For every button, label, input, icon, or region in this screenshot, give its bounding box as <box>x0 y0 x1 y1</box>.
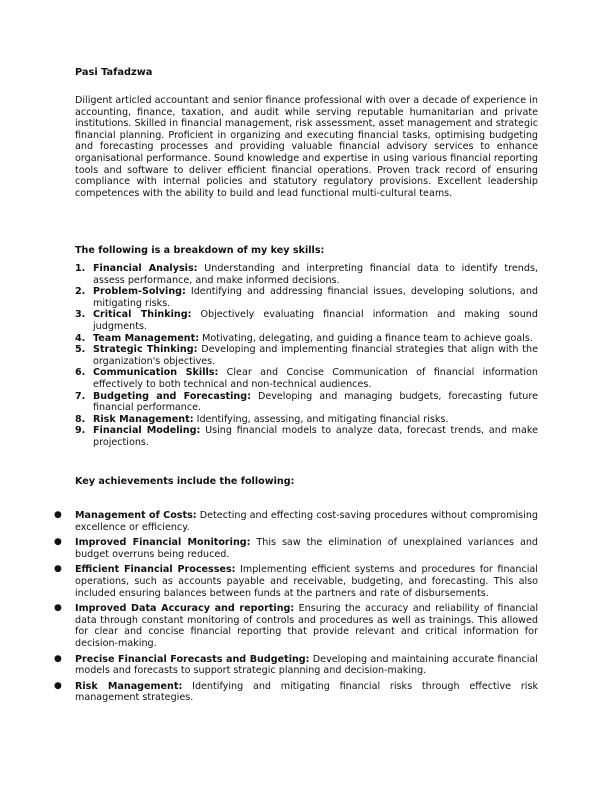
skills-list <box>75 263 538 449</box>
skill-number: 3. <box>75 309 86 321</box>
skill-body <box>93 425 538 448</box>
achievements-heading: Key achievements include the following: <box>75 476 295 487</box>
achievement-item <box>54 681 538 704</box>
skill-item <box>75 344 538 367</box>
achievement-body <box>75 603 538 649</box>
skill-item <box>75 425 538 448</box>
achievement-text: Ensuring the accuracy and reliability of financial data through constant monitoring of controls and procedures as well as trainings. This allowed for clear and concise financial reporting that provide relevant and critical information for decision-making. <box>75 603 538 649</box>
skill-item <box>75 333 538 345</box>
skills-heading: The following is a breakdown of my key skills: <box>75 245 325 256</box>
skill-item <box>75 286 538 309</box>
skill-number: 9. <box>75 425 86 437</box>
achievement-item <box>54 603 538 649</box>
skill-number: 6. <box>75 367 86 379</box>
skill-body <box>93 391 538 414</box>
achievement-title: Improved Financial Monitoring: <box>75 537 251 549</box>
achievement-body <box>75 537 538 560</box>
skill-item <box>75 263 538 286</box>
achievement-title: Management of Costs: <box>75 510 197 521</box>
skill-body <box>93 344 538 367</box>
achievement-text: Implementing efficient systems and procedures for financial operations, such as accounts payable and receivable, budgeting, and forecasting. This also included ensuring balances between funds at the partners and rate of disbursements. <box>75 564 538 599</box>
achievement-text: Identifying and mitigating financial risks through effective risk management strategies. <box>75 680 538 704</box>
skill-number: 1. <box>75 263 86 274</box>
bullet-icon: ● <box>54 680 62 691</box>
skill-title: Critical Thinking: <box>93 309 192 321</box>
skill-text: Using financial models to analyze data, forecast trends, and make projections. <box>93 425 538 448</box>
achievements-list <box>54 510 538 708</box>
achievement-item <box>54 654 538 677</box>
skill-title: Problem-Solving: <box>93 286 186 298</box>
skill-text: Developing and implementing financial strategies that align with the organization's objectives. <box>93 344 538 367</box>
bullet-icon: ● <box>54 510 62 520</box>
skill-text: Understanding and interpreting financial data to identify trends, assess performance, and make informed decisions. <box>93 263 538 286</box>
skill-title: Financial Analysis: <box>93 263 198 274</box>
achievement-body <box>75 681 538 704</box>
skill-text: Identifying and addressing financial issues, developing solutions, and mitigating risks. <box>93 286 538 309</box>
achievement-body <box>75 564 538 599</box>
skill-text: Clear and Concise Communication of financial information effectively to both technical and non-technical audiences. <box>93 367 538 390</box>
bullet-icon: ● <box>54 537 62 548</box>
skill-title: Budgeting and Forecasting: <box>93 390 251 402</box>
skill-body <box>93 333 538 345</box>
skill-number: 4. <box>75 332 86 344</box>
skill-body <box>93 414 538 426</box>
skill-number: 8. <box>75 413 86 425</box>
professional-summary: Diligent articled accountant and senior finance professional with over a decade of experience in accounting, finance, taxation, and audit while serving reputable humanitarian and private institutions. Skilled in financial management, risk assessment, asset management and strategic financial planning. Proficient in organizing and executing financial tasks, optimising budgeting and forecasting processes and providing valuable financial advisory services to enhance organisational performance. Sound knowledge and expertise in using various financial reporting tools and software to deliver efficient financial operations. Proven track record of ensuring compliance with internal policies and statutory regulatory provisions. Excellent leadership competences with the ability to build and lead functional multi-cultural teams. <box>75 95 538 199</box>
skill-text: Motivating, delegating, and guiding a finance team to achieve goals. <box>202 332 533 344</box>
achievement-title: Improved Data Accuracy and reporting: <box>75 603 295 615</box>
skill-number: 2. <box>75 286 86 298</box>
achievement-item <box>54 537 538 560</box>
achievement-text: This saw the elimination of unexplained variances and budget overruns being reduced. <box>75 537 539 560</box>
achievement-text: Developing and maintaining accurate financial models and forecasts to support strategic planning and decision-making. <box>75 653 538 677</box>
achievement-title: Efficient Financial Processes: <box>75 564 236 576</box>
author-name: Pasi Tafadzwa <box>75 67 153 78</box>
achievement-title: Risk Management: <box>75 680 183 692</box>
skill-text: Identifying, assessing, and mitigating financial risks. <box>196 413 449 425</box>
skill-number: 7. <box>75 390 86 402</box>
achievement-text: Detecting and effecting cost-saving procedures without compromising excellence or efficiency. <box>75 510 539 533</box>
achievement-title: Precise Financial Forecasts and Budgeting: <box>75 653 310 665</box>
skill-body <box>93 367 538 390</box>
achievement-item <box>54 510 538 533</box>
skill-body <box>93 309 538 332</box>
skill-title: Financial Modeling: <box>93 425 201 437</box>
achievement-body <box>75 654 538 677</box>
bullet-icon: ● <box>54 653 62 664</box>
skill-title: Team Management: <box>93 332 200 344</box>
skill-title: Strategic Thinking: <box>93 344 198 356</box>
skill-title: Risk Management: <box>93 413 194 425</box>
skill-title: Communication Skills: <box>93 367 219 379</box>
achievement-body <box>75 510 538 533</box>
skill-text: Developing and managing budgets, forecasting future financial performance. <box>93 390 538 414</box>
skill-item <box>75 367 538 390</box>
achievement-item <box>54 564 538 599</box>
skill-body <box>93 286 538 309</box>
skill-item <box>75 414 538 426</box>
skill-number: 5. <box>75 344 86 356</box>
bullet-icon: ● <box>54 564 62 575</box>
skill-body <box>93 263 538 286</box>
bullet-icon: ● <box>54 603 62 614</box>
skill-item <box>75 309 538 332</box>
skill-item <box>75 391 538 414</box>
skill-text: Objectively evaluating financial information and making sound judgments. <box>93 309 538 332</box>
